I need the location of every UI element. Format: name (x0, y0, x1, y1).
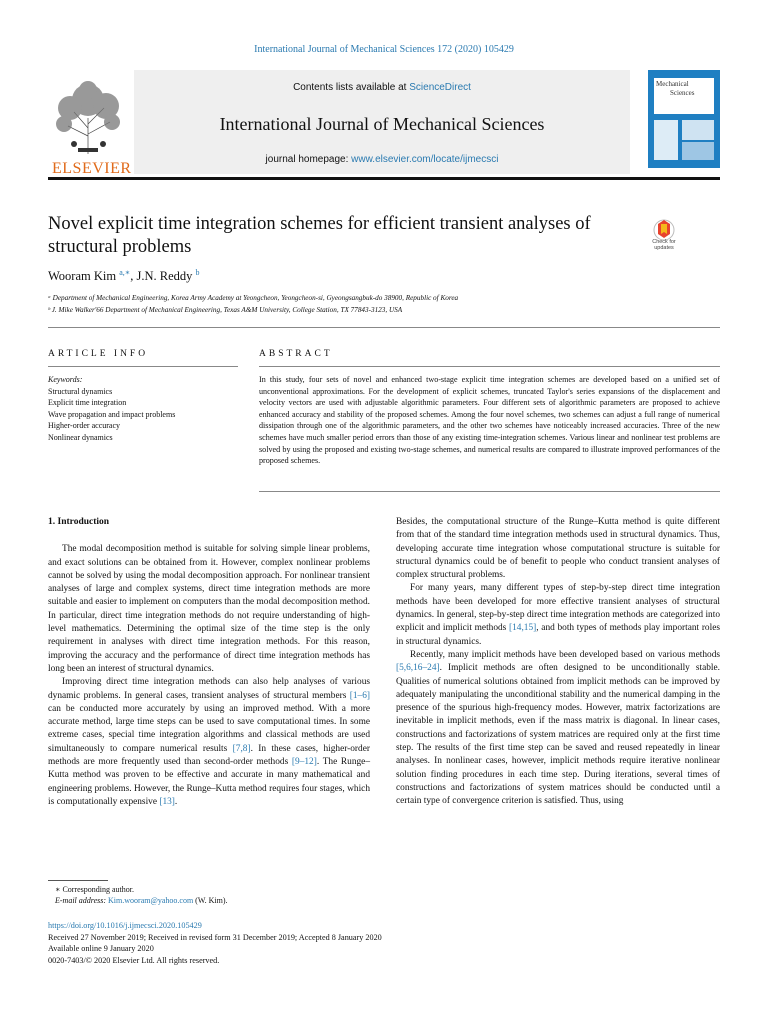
author-reddy-affil[interactable]: b (195, 268, 200, 277)
author-kim: Wooram Kim (48, 269, 117, 284)
cover-title-line1: Mechanical (656, 80, 689, 88)
journal-header (48, 70, 720, 177)
text-run: , and both types of methods play important roles in structural dynamics. (396, 623, 720, 647)
author-kim-affil[interactable]: a,∗ (119, 268, 131, 277)
keywords-block (48, 374, 238, 444)
text-run: . (174, 796, 178, 807)
elsevier-logo (48, 78, 132, 177)
copyright: 0020-7403/© 2020 Elsevier Ltd. All rights reserved. (48, 955, 220, 965)
text-run: . Implicit methods are often designed to be unconditionally stable. Qualities of numerical solutions obtained from implicit methods can be improved by adequately manipulating the unconditional stability and the numerical damping in the presence of the spurious high-frequency modes. However, matrix factorizations are inevitable in implicit methods, even if the mass matrix is diagonal. In linear cases, constructions and factorizations of system matrices are required only at the first time step. The results of the first time step can be saved and reused repeatedly in linear analyses. In nonlinear cases, however, implicit methods require iterative nonlinear solution finding procedures in each time step. During iterations, several times of constructions and factorizations of system matrices should be conducted until a certain type of convergence criterion is satisfied. Thus, using (396, 663, 720, 807)
intro-paragraph-3: Besides, the computational structure of the Runge–Kutta method is quite different from that of the standard time integration methods used in structural dynamics. Thus, developing accurate time integration whose computational structure is suitable for structural dynamics could be of benefit to people who conduct transient analyses of complex structural problems. (396, 517, 720, 581)
journal-title: International Journal of Mechanical Sciences (219, 114, 545, 134)
elsevier-wordmark: ELSEVIER (52, 160, 132, 177)
affil-divider (48, 327, 720, 328)
contents-prefix: Contents lists available at (293, 82, 410, 93)
email-label: E-mail address: (55, 896, 109, 905)
email-suffix: (W. Kim). (193, 896, 228, 905)
text-run: . In these cases, higher-order methods are more frequently used than second-order methods (48, 743, 370, 768)
publication-info (48, 920, 382, 966)
homepage-link[interactable]: www.elsevier.com/locate/ijmecsci (351, 154, 499, 165)
right-column (396, 516, 720, 809)
intro-paragraph-4 (396, 582, 720, 648)
text-run: Improving direct time integration methods can also help analyses of various dynamic problems. In general cases, transient analyses of structural members (48, 677, 370, 701)
keyword-item: Wave propagation and impact problems (48, 409, 176, 419)
footnote-rule (48, 880, 108, 881)
ref-link[interactable]: [14,15] (509, 623, 537, 634)
abstract-heading: ABSTRACT (259, 349, 333, 359)
text-run: . The Runge–Kutta method was proven to be effective and accurate in many mathematical and engineering problems. However, the Runge–Kutta method requires four stages, which is computationally expensive (48, 757, 370, 807)
header-divider (48, 177, 720, 180)
homepage-prefix: journal homepage: (265, 154, 352, 165)
keyword-item: Nonlinear dynamics (48, 432, 113, 442)
introduction-heading: 1. Introduction (48, 517, 110, 527)
email-link[interactable]: Kim.wooram@yahoo.com (108, 896, 194, 905)
check-updates-label-2: updates (654, 245, 674, 251)
left-column (48, 516, 370, 809)
available-online: Available online 9 January 2020 (48, 944, 154, 954)
received-dates: Received 27 November 2019; Received in revised form 31 December 2019; Accepted 8 January 2020 (48, 932, 382, 942)
ref-link[interactable]: [7,8] (232, 743, 251, 754)
footnote (55, 884, 228, 906)
ref-link[interactable]: [5,6,16–24] (396, 663, 440, 674)
text-run: Recently, many implicit methods have been developed based on various methods (410, 649, 720, 660)
author-list (48, 268, 200, 284)
keyword-item: Higher-order accuracy (48, 421, 121, 431)
text-run: can be conducted more accurately by using an improved method. With a more accurate method, large time steps can be used to save computational times. In some extreme cases, special time integration algorithms and classical methods are used simultaneously to compare numerical results (48, 703, 370, 754)
abstract-rule (259, 366, 720, 367)
email-line (55, 895, 228, 906)
keyword-item: Explicit time integration (48, 398, 127, 408)
intro-paragraph-5 (396, 649, 720, 809)
journal-citation[interactable]: International Journal of Mechanical Sciences 172 (2020) 105429 (254, 44, 514, 55)
corresponding-author-note: ∗ Corresponding author. (55, 885, 134, 894)
author-reddy: J.N. Reddy (136, 269, 193, 284)
cover-title (654, 78, 714, 114)
check-updates-label-1: Check for (652, 239, 676, 245)
doi-link[interactable]: https://doi.org/10.1016/j.ijmecsci.2020.105429 (48, 921, 202, 930)
author-separator: , (130, 269, 137, 284)
elsevier-tree-icon (48, 78, 128, 156)
ref-link[interactable]: [13] (159, 796, 175, 807)
affiliation-b: ᵇ J. Mike Walker'66 Department of Mechanical Engineering, Texas A&M University, College Station, TX 77843-3123, USA (48, 306, 403, 314)
contents-line (134, 82, 630, 93)
ref-link[interactable]: [9–12] (291, 757, 317, 768)
intro-paragraph-1: The modal decomposition method is suitable for solving simple linear problems, and exact solutions can be obtained from it. However, complex nonlinear problems cannot be solved by using the modal decomposition approach. For nonlinear transient analyses of large and complex systems, direct time integration methods are more suitable and easier to implement on computers than the modal decomposition method. In particular, direct time integration methods do not require understanding of high-level mathematics. Determining the optimal size of the time step is the only requirement in analyses with direct time integration methods. For this reason, improving the accuracy and the performance of direct time integration methods has long been an interest of structural dynamics. (48, 544, 370, 674)
ref-link[interactable]: [1–6] (349, 690, 370, 701)
journal-banner (134, 70, 630, 174)
keywords-label: Keywords: (48, 375, 83, 384)
article-info-rule (48, 366, 238, 367)
article-info-heading: ARTICLE INFO (48, 349, 149, 359)
keyword-item: Structural dynamics (48, 386, 113, 396)
check-for-updates-badge[interactable] (644, 216, 684, 256)
homepage-line (134, 154, 630, 165)
sciencedirect-link[interactable]: ScienceDirect (409, 82, 471, 93)
text-run: For many years, many different types of step-by-step direct time integration methods have been developed for more effective transient analyses of structural dynamics. In general, step-by-step direct time integration methods are categorized into explicit and implicit methods (396, 583, 720, 634)
abstract-bottom-rule (259, 491, 720, 492)
cover-title-line2: Sciences (670, 89, 695, 97)
intro-paragraph-2 (48, 676, 370, 809)
journal-cover[interactable] (648, 70, 720, 168)
affiliation-a: ᵃ Department of Mechanical Engineering, Korea Army Academy at Yeongcheon, Yeongcheon-si, Gyeongsangbuk-do 38900, Republic of Korea (48, 294, 459, 302)
paper-title: Novel explicit time integration schemes for efficient transient analyses of structural problems (48, 214, 591, 257)
abstract-text: In this study, four sets of novel and enhanced two-stage explicit time integration schemes are developed based on a unified set of unconventional approximations. For the development of explicit schemes, truncated Taylor's series expansions of the displacement and velocity vectors are used with adjustable algorithmic parameters. Four different sets of algorithmic parameters are proposed to achieve enhanced accuracy and stability of the proposed schemes. Among the four novel schemes, two schemes can adjust a full range of numerical dissipation through one of the algorithmic parameters, and the other two schemes have noticeably increased accuracies. Three of the new schemes have much smaller period errors than those of any existing time-integration schemes. Various linear and nonlinear test problems are solved by using the proposed and existing two-stage schemes, and numerical results are compared to illustrate improved performances of the proposed schemes. (259, 375, 720, 466)
